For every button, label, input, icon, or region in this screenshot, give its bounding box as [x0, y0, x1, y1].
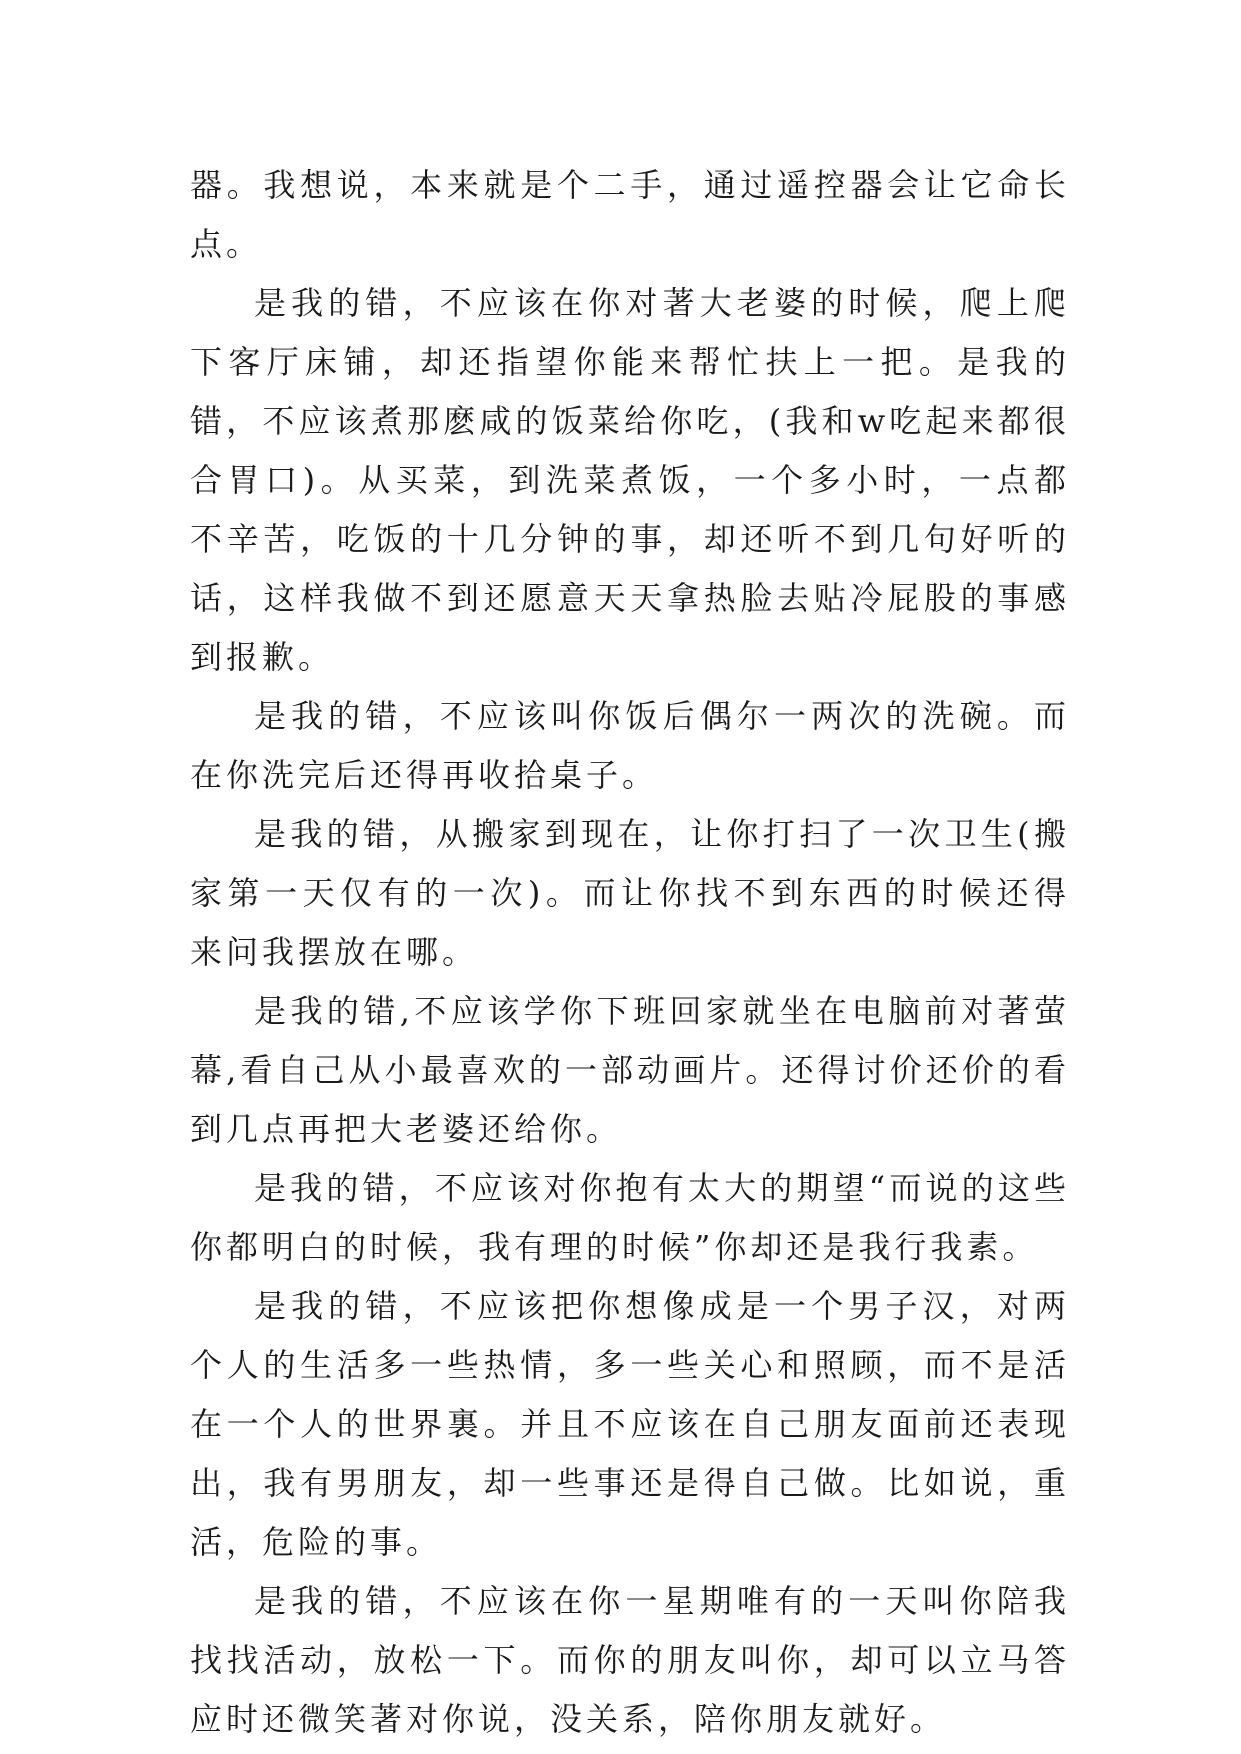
- paragraph: 是我的错，不应该叫你饭后偶尔一两次的洗碗。而在你洗完后还得再收拾桌子。: [190, 697, 1070, 794]
- paragraph: 是我的错，不应该在你对著大老婆的时候，爬上爬下客厅床铺，却还指望你能来帮忙扶上一把。是我的错，不应该煮那麽咸的饭菜给你吃，(我和w吃起来都很合胃口)。从买菜，到洗菜煮饭，一个多小时，一点都不辛苦，吃饭的十几分钟的事，却还听不到几句好听的话，这样我做不到还愿意天天拿热脸去贴冷屁股的事感到报歉。: [190, 284, 1070, 676]
- paragraph: 是我的错,不应该学你下班回家就坐在电脑前对著萤幕,看自己从小最喜欢的一部动画片。还得讨价还价的看到几点再把大老婆还给你。: [190, 992, 1070, 1148]
- paragraph-continued: 器。我想说，本来就是个二手，通过遥控器会让它命长点。: [190, 166, 1070, 263]
- paragraph: 是我的错，不应该在你一星期唯有的一天叫你陪我找找活动，放松一下。而你的朋友叫你，却可以立马答应时还微笑著对你说，没关系，陪你朋友就好。: [190, 1582, 1070, 1738]
- paragraph: 是我的错，从搬家到现在，让你打扫了一次卫生(搬家第一天仅有的一次)。而让你找不到东西的时候还得来问我摆放在哪。: [190, 815, 1070, 971]
- paragraph: 是我的错，不应该对你抱有太大的期望“而说的这些你都明白的时候，我有理的时候”你却还是我行我素。: [190, 1169, 1070, 1266]
- paragraph: 是我的错，不应该把你想像成是一个男子汉，对两个人的生活多一些热情，多一些关心和照顾，而不是活在一个人的世界裏。并且不应该在自己朋友面前还表现出，我有男朋友，却一些事还是得自己做。比如说，重活，危险的事。: [190, 1287, 1070, 1561]
- document-body: [190, 156, 1070, 1749]
